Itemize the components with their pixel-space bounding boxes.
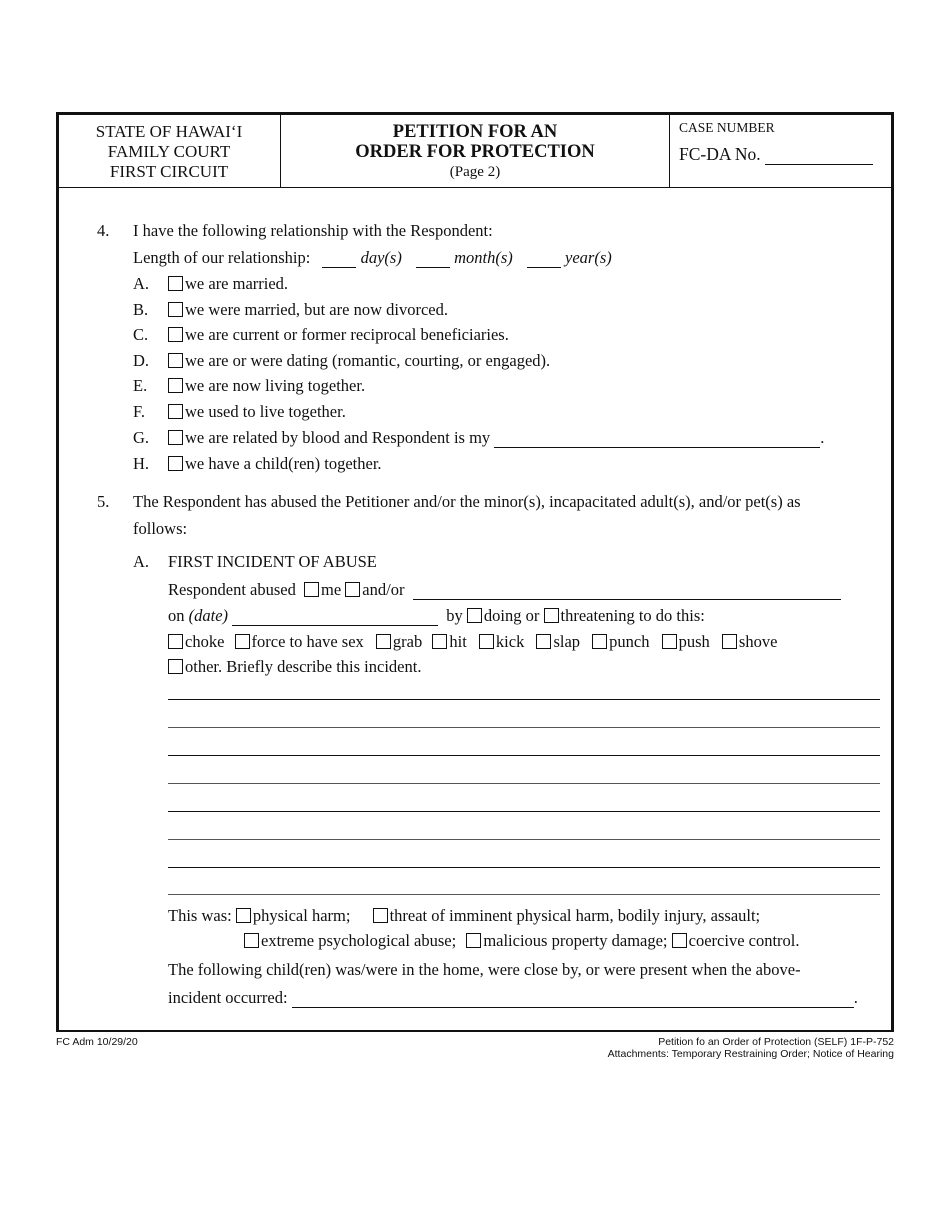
relation-field[interactable] <box>494 433 820 448</box>
option-e-letter: E. <box>133 376 148 395</box>
choke-checkbox[interactable] <box>168 634 183 649</box>
slap-checkbox[interactable] <box>536 634 551 649</box>
physical-harm-checkbox[interactable] <box>236 908 251 923</box>
title-line-2: ORDER FOR PROTECTION <box>355 142 595 162</box>
description-line-7[interactable] <box>168 867 880 868</box>
option-a-checkbox[interactable] <box>168 276 183 291</box>
form-revision: FC Adm 10/29/20 <box>56 1036 138 1048</box>
option-h-text: we have a child(ren) together. <box>185 454 382 473</box>
option-a-text: we are married. <box>185 274 289 293</box>
years-unit: year(s) <box>565 248 612 267</box>
option-f-text: we used to live together. <box>185 402 346 421</box>
section-5-number: 5. <box>97 492 110 511</box>
option-b-letter: B. <box>133 300 149 319</box>
case-number-field[interactable] <box>679 144 873 165</box>
case-prefix: FC-DA No. <box>679 144 761 164</box>
option-g-checkbox[interactable] <box>168 430 183 445</box>
option-a-letter: A. <box>133 274 150 293</box>
form-footer-right <box>608 1036 894 1060</box>
option-e-checkbox[interactable] <box>168 378 183 393</box>
push-checkbox[interactable] <box>662 634 677 649</box>
description-line-4[interactable] <box>168 783 880 784</box>
months-field[interactable] <box>416 253 450 268</box>
section-4-intro: I have the following relationship with the Respondent: <box>133 221 493 240</box>
this-was-label: This was: <box>168 906 232 925</box>
option-d <box>133 351 550 371</box>
description-line-8[interactable] <box>168 894 880 895</box>
abused-andor-checkbox[interactable] <box>345 582 360 597</box>
length-label: Length of our relationship: <box>133 248 311 267</box>
shove-checkbox[interactable] <box>722 634 737 649</box>
option-f-letter: F. <box>133 402 145 421</box>
option-c-checkbox[interactable] <box>168 327 183 342</box>
abused-label: Respondent abused <box>168 580 296 599</box>
option-c-text: we are current or former reciprocal beneficiaries. <box>185 325 509 344</box>
abused-me-text: me <box>320 580 342 599</box>
abused-andor-text: and/or <box>362 580 405 599</box>
option-f <box>133 402 346 422</box>
option-a <box>133 274 288 294</box>
choke-text: choke <box>185 632 225 651</box>
case-number-label: CASE NUMBER <box>679 120 775 135</box>
years-field[interactable] <box>527 253 561 268</box>
description-line-1[interactable] <box>168 699 880 700</box>
on-label: on <box>168 606 185 625</box>
court-state: STATE OF HAWAI‘I <box>95 122 243 141</box>
coercive-control-text: coercive control. <box>688 931 800 950</box>
description-line-6[interactable] <box>168 839 880 840</box>
abused-me-checkbox[interactable] <box>304 582 319 597</box>
threatening-checkbox[interactable] <box>544 608 559 623</box>
children-text-2: incident occurred: <box>168 988 288 1007</box>
harm-line-2 <box>244 931 800 951</box>
threat-harm-text: threat of imminent physical harm, bodily injury, assault; <box>389 906 761 925</box>
acts-line <box>168 632 777 652</box>
punch-checkbox[interactable] <box>592 634 607 649</box>
option-h-letter: H. <box>133 454 150 473</box>
option-e-text: we are now living together. <box>185 376 366 395</box>
date-label: (date) <box>188 606 229 625</box>
description-line-5[interactable] <box>168 811 880 812</box>
date-line <box>168 606 705 626</box>
hit-text: hit <box>449 632 467 651</box>
header-divider-left <box>280 115 281 187</box>
option-d-text: we are or were dating (romantic, courting, or engaged). <box>185 351 551 370</box>
kick-checkbox[interactable] <box>479 634 494 649</box>
property-damage-text: malicious property damage; <box>483 931 668 950</box>
section-5-intro-2: follows: <box>133 519 188 538</box>
days-unit: day(s) <box>360 248 402 267</box>
children-field[interactable] <box>292 993 854 1008</box>
abused-line <box>168 580 841 600</box>
shove-text: shove <box>738 632 778 651</box>
grab-text: grab <box>392 632 423 651</box>
other-line <box>168 657 421 677</box>
option-f-checkbox[interactable] <box>168 404 183 419</box>
option-e <box>133 376 365 396</box>
hit-checkbox[interactable] <box>432 634 447 649</box>
court-circuit: FIRST CIRCUIT <box>109 162 229 181</box>
option-g-text: we are related by blood and Respondent is my <box>185 428 491 447</box>
punch-text: punch <box>609 632 650 651</box>
by-label: by <box>446 606 463 625</box>
harm-line-1 <box>168 906 760 926</box>
slap-text: slap <box>553 632 581 651</box>
psych-abuse-text: extreme psychological abuse; <box>261 931 457 950</box>
option-g: G. we are related by blood and Respondent is my . <box>133 428 825 447</box>
case-number-line[interactable] <box>765 150 873 165</box>
court-name <box>60 122 278 182</box>
date-field[interactable] <box>232 611 438 626</box>
threat-harm-checkbox[interactable] <box>373 908 388 923</box>
force-sex-checkbox[interactable] <box>235 634 250 649</box>
option-b-text: we were married, but are now divorced. <box>185 300 448 319</box>
option-d-letter: D. <box>133 351 150 370</box>
title-line-1: PETITION FOR AN <box>392 122 558 142</box>
relationship-length <box>133 248 612 268</box>
doing-text: doing or <box>483 606 540 625</box>
option-c-letter: C. <box>133 325 149 344</box>
option-g-letter: G. <box>133 428 150 447</box>
property-damage-checkbox[interactable] <box>466 933 481 948</box>
children-line-2: incident occurred: . <box>168 988 858 1007</box>
force-sex-text: force to have sex <box>251 632 364 651</box>
grab-checkbox[interactable] <box>376 634 391 649</box>
kick-text: kick <box>495 632 525 651</box>
doing-checkbox[interactable] <box>467 608 482 623</box>
other-checkbox[interactable] <box>168 659 183 674</box>
form-id: Petition fo an Order of Protection (SELF) 1F-P-752 <box>658 1036 894 1048</box>
incident-letter: A. <box>133 552 150 571</box>
section-5-intro-1: The Respondent has abused the Petitioner and/or the minor(s), incapacitated adult(s), and/or pet(s) as <box>133 492 801 511</box>
other-text: other. Briefly describe this incident. <box>185 657 422 676</box>
court-family: FAMILY COURT <box>107 142 231 161</box>
form-title <box>282 122 668 182</box>
psych-abuse-checkbox[interactable] <box>244 933 259 948</box>
description-line-3[interactable] <box>168 755 880 756</box>
children-text-1: The following child(ren) was/were in the home, were close by, or were present when the above- <box>168 960 801 979</box>
option-h-checkbox[interactable] <box>168 456 183 471</box>
months-unit: month(s) <box>454 248 513 267</box>
option-b-checkbox[interactable] <box>168 302 183 317</box>
page-indicator: (Page 2) <box>449 164 501 180</box>
abused-others-field[interactable] <box>413 585 841 600</box>
threatening-text: threatening to do this: <box>560 606 705 625</box>
push-text: push <box>678 632 710 651</box>
section-4-number: 4. <box>97 221 110 240</box>
option-b <box>133 300 448 320</box>
physical-harm-text: physical harm; <box>252 906 351 925</box>
option-d-checkbox[interactable] <box>168 353 183 368</box>
description-line-2[interactable] <box>168 727 880 728</box>
option-c <box>133 325 509 345</box>
coercive-control-checkbox[interactable] <box>672 933 687 948</box>
option-h <box>133 454 382 474</box>
header-divider-right <box>669 115 670 187</box>
days-field[interactable] <box>322 253 356 268</box>
form-attachments: Attachments: Temporary Restraining Order; Notice of Hearing <box>607 1048 894 1060</box>
incident-title: FIRST INCIDENT OF ABUSE <box>168 552 377 571</box>
